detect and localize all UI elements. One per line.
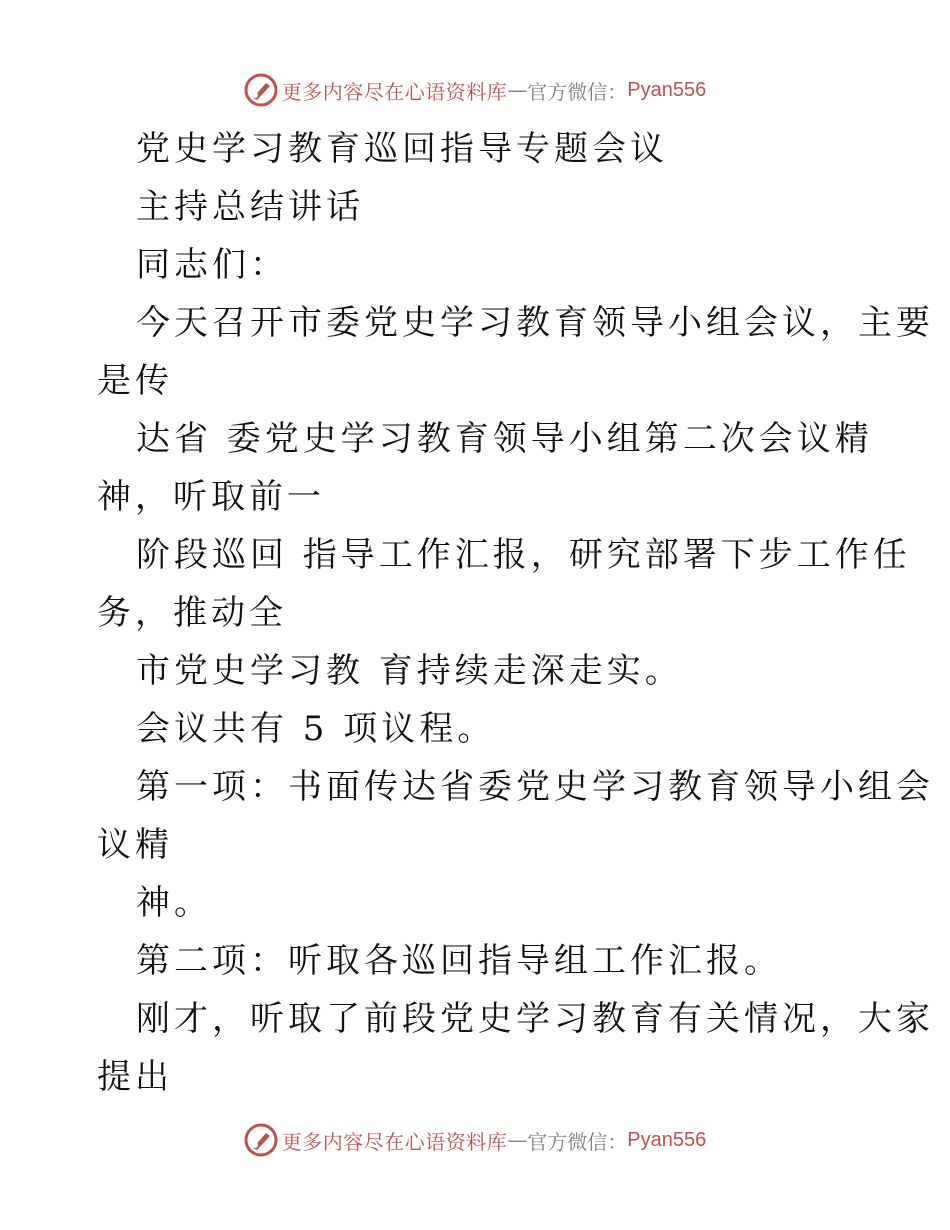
banner-wechat-label: 官方微信：	[527, 79, 628, 104]
paragraph-line: 是传	[97, 361, 173, 401]
doc-title-line-1: 党史学习教育巡回指导专题会议	[136, 129, 668, 169]
header-banner	[0, 70, 950, 110]
paragraph-line: 市党史学习教 育持续走深走实。	[136, 651, 683, 691]
banner-wechat-id: Pyan556	[627, 78, 707, 101]
paragraph-line: 议精	[97, 825, 173, 865]
paragraph-line: 第二项：听取各巡回指导组工作汇报。	[136, 941, 782, 981]
pen-logo-icon	[244, 1123, 278, 1157]
paragraph-line: 阶段巡回 指导工作汇报，研究部署下步工作任	[136, 535, 911, 575]
banner-text: 更多内容尽在心语资料库	[281, 1129, 508, 1154]
paragraph-line: 今天召开市委党史学习教育领导小组会议，主要	[136, 303, 934, 343]
salutation: 同志们：	[136, 245, 288, 285]
paragraph-line: 达省 委党史学习教育领导小组第二次会议精	[136, 419, 873, 459]
footer-banner	[0, 1120, 950, 1160]
pen-logo-icon	[244, 73, 278, 107]
paragraph-line: 神。	[136, 883, 212, 923]
banner-text: 更多内容尽在心语资料库	[281, 79, 508, 104]
paragraph-line: 第一项：书面传达省委党史学习教育领导小组会	[136, 767, 934, 807]
banner-wechat-id: Pyan556	[627, 1128, 707, 1151]
doc-title-line-2: 主持总结讲话	[136, 187, 364, 227]
paragraph-line: 会议共有 5 项议程。	[136, 709, 496, 749]
banner-separator: —	[507, 78, 528, 102]
banner-wechat-label: 官方微信：	[527, 1129, 628, 1154]
banner-separator: —	[507, 1128, 528, 1152]
paragraph-line: 刚才，听取了前段党史学习教育有关情况，大家	[136, 999, 934, 1039]
paragraph-line: 务，推动全	[97, 593, 287, 633]
paragraph-line: 提出	[97, 1057, 173, 1097]
paragraph-line: 神，听取前一	[97, 477, 325, 517]
